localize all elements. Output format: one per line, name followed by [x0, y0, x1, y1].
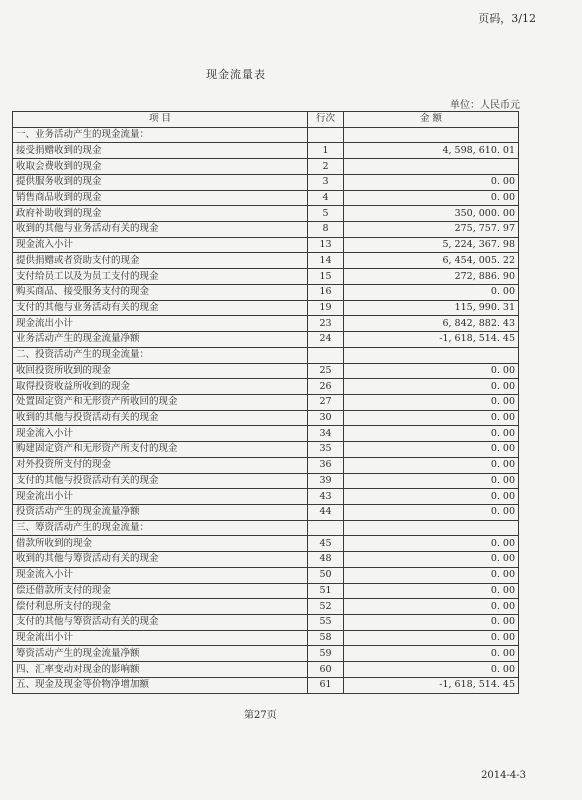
page-indicator: 页码，3/12: [478, 12, 536, 25]
row-amount: 0. 00: [344, 174, 519, 190]
row-item: 三、筹资活动产生的现金流量：: [13, 520, 308, 536]
table-row: [13, 379, 519, 395]
row-line-number: 13: [308, 237, 344, 253]
row-item: 现金流入小计: [13, 567, 308, 583]
table-row: [13, 504, 519, 520]
row-line-number: 55: [308, 615, 344, 631]
row-line-number: 27: [308, 394, 344, 410]
row-item: 现金流入小计: [13, 237, 308, 253]
row-item: 支付的其他与筹资活动有关的现金: [13, 615, 308, 631]
table-row: [13, 363, 519, 379]
row-amount: 350, 000. 00: [344, 206, 519, 222]
row-item: 处置固定资产和无形资产所收回的现金: [13, 394, 308, 410]
table-row: [13, 583, 519, 599]
row-item: 收到的其他与业务活动有关的现金: [13, 222, 308, 238]
row-amount: 115, 990. 31: [344, 300, 519, 316]
row-amount: 0. 00: [344, 426, 519, 442]
row-amount: [344, 347, 519, 363]
row-line-number: 60: [308, 662, 344, 678]
row-item: 二、投资活动产生的现金流量：: [13, 347, 308, 363]
row-amount: 6, 842, 882. 43: [344, 316, 519, 332]
row-amount: 0. 00: [344, 363, 519, 379]
row-amount: 0. 00: [344, 442, 519, 458]
table-row: [13, 347, 519, 363]
row-line-number: [308, 127, 344, 143]
row-line-number: 44: [308, 504, 344, 520]
row-line-number: 50: [308, 567, 344, 583]
table-row: [13, 457, 519, 473]
row-line-number: 36: [308, 457, 344, 473]
row-amount: 272, 886. 90: [344, 269, 519, 285]
row-item: 业务活动产生的现金流量净额: [13, 332, 308, 348]
row-line-number: 48: [308, 552, 344, 568]
row-line-number: 8: [308, 222, 344, 238]
row-line-number: 45: [308, 536, 344, 552]
row-amount: 0. 00: [344, 394, 519, 410]
row-line-number: 2: [308, 159, 344, 175]
table-body: [13, 127, 519, 693]
table-row: [13, 646, 519, 662]
row-line-number: 43: [308, 489, 344, 505]
row-line-number: 25: [308, 363, 344, 379]
row-item: 筹资活动产生的现金流量净额: [13, 646, 308, 662]
row-line-number: 39: [308, 473, 344, 489]
row-item: 现金流入小计: [13, 426, 308, 442]
row-line-number: 23: [308, 316, 344, 332]
row-item: 提供捐赠或者资助支付的现金: [13, 253, 308, 269]
row-line-number: 58: [308, 630, 344, 646]
row-line-number: 14: [308, 253, 344, 269]
row-amount: 0. 00: [344, 615, 519, 631]
row-item: 偿还借款所支付的现金: [13, 583, 308, 599]
table-row: [13, 222, 519, 238]
table-row: [13, 442, 519, 458]
row-item: 支付的其他与投资活动有关的现金: [13, 473, 308, 489]
table-row: [13, 206, 519, 222]
row-line-number: 3: [308, 174, 344, 190]
row-item: 购建固定资产和无形资产所支付的现金: [13, 442, 308, 458]
row-item: 借款所收到的现金: [13, 536, 308, 552]
table-row: [13, 174, 519, 190]
row-line-number: 51: [308, 583, 344, 599]
row-amount: -1, 618, 514. 45: [344, 677, 519, 693]
row-item: 政府补助收到的现金: [13, 206, 308, 222]
footer-page-number: 第27页: [244, 710, 277, 721]
row-line-number: 34: [308, 426, 344, 442]
row-line-number: [308, 520, 344, 536]
row-amount: 0. 00: [344, 190, 519, 206]
table-row: [13, 520, 519, 536]
table-row: [13, 332, 519, 348]
table-row: [13, 253, 519, 269]
row-amount: 0. 00: [344, 536, 519, 552]
table-row: [13, 489, 519, 505]
row-amount: 275, 757. 97: [344, 222, 519, 238]
currency-unit: 单位：人民币元: [450, 100, 520, 111]
row-line-number: 61: [308, 677, 344, 693]
row-line-number: 19: [308, 300, 344, 316]
row-item: 销售商品收到的现金: [13, 190, 308, 206]
row-amount: 0. 00: [344, 284, 519, 300]
row-amount: 0. 00: [344, 379, 519, 395]
header-amount: 金 额: [344, 112, 519, 128]
table-header-row: [13, 112, 519, 128]
row-line-number: 4: [308, 190, 344, 206]
row-item: 投资活动产生的现金流量净额: [13, 504, 308, 520]
row-amount: 0. 00: [344, 599, 519, 615]
table-row: [13, 284, 519, 300]
row-amount: 0. 00: [344, 457, 519, 473]
row-line-number: 30: [308, 410, 344, 426]
row-amount: 4, 598, 610. 01: [344, 143, 519, 159]
row-line-number: 1: [308, 143, 344, 159]
row-amount: 0. 00: [344, 473, 519, 489]
row-item: 取得投资收益所收到的现金: [13, 379, 308, 395]
row-item: 一、业务活动产生的现金流量：: [13, 127, 308, 143]
row-amount: 0. 00: [344, 630, 519, 646]
table-row: [13, 316, 519, 332]
table-row: [13, 567, 519, 583]
row-item: 现金流出小计: [13, 489, 308, 505]
row-line-number: 24: [308, 332, 344, 348]
row-amount: 0. 00: [344, 567, 519, 583]
row-item: 收到的其他与投资活动有关的现金: [13, 410, 308, 426]
table-row: [13, 552, 519, 568]
row-amount: 0. 00: [344, 489, 519, 505]
table-row: [13, 127, 519, 143]
row-amount: -1, 618, 514. 45: [344, 332, 519, 348]
table-row: [13, 300, 519, 316]
row-item: 现金流出小计: [13, 630, 308, 646]
table-row: [13, 599, 519, 615]
row-item: 支付的其他与业务活动有关的现金: [13, 300, 308, 316]
row-line-number: 5: [308, 206, 344, 222]
row-amount: 0. 00: [344, 583, 519, 599]
row-amount: 0. 00: [344, 504, 519, 520]
header-line: 行次: [308, 112, 344, 128]
row-line-number: 16: [308, 284, 344, 300]
row-item: 对外投资所支付的现金: [13, 457, 308, 473]
row-item: 收取会费收到的现金: [13, 159, 308, 175]
cash-flow-table: [12, 111, 519, 694]
row-line-number: 35: [308, 442, 344, 458]
row-item: 五、现金及现金等价物净增加额: [13, 677, 308, 693]
table-row: [13, 662, 519, 678]
row-amount: 0. 00: [344, 662, 519, 678]
row-line-number: 59: [308, 646, 344, 662]
row-item: 购买商品、接受服务支付的现金: [13, 284, 308, 300]
table-row: [13, 394, 519, 410]
header-item: 项 目: [13, 112, 308, 128]
document-title: 现金流量表: [206, 68, 266, 81]
row-amount: 6, 454, 005. 22: [344, 253, 519, 269]
row-amount: 0. 00: [344, 646, 519, 662]
row-item: 现金流出小计: [13, 316, 308, 332]
table-row: [13, 143, 519, 159]
row-item: 收回投资所收到的现金: [13, 363, 308, 379]
document-date: 2014-4-3: [481, 770, 526, 781]
table-row: [13, 536, 519, 552]
table-row: [13, 426, 519, 442]
row-amount: 5, 224, 367. 98: [344, 237, 519, 253]
row-item: 偿付利息所支付的现金: [13, 599, 308, 615]
row-line-number: 52: [308, 599, 344, 615]
table-row: [13, 159, 519, 175]
row-item: 提供服务收到的现金: [13, 174, 308, 190]
row-item: 收到的其他与筹资活动有关的现金: [13, 552, 308, 568]
table-row: [13, 269, 519, 285]
row-amount: [344, 159, 519, 175]
row-amount: [344, 127, 519, 143]
row-amount: 0. 00: [344, 552, 519, 568]
row-line-number: [308, 347, 344, 363]
table-row: [13, 190, 519, 206]
row-item: 支付给员工以及为员工支付的现金: [13, 269, 308, 285]
table-row: [13, 630, 519, 646]
row-item: 四、汇率变动对现金的影响额: [13, 662, 308, 678]
table-row: [13, 677, 519, 693]
table-row: [13, 473, 519, 489]
row-item: 接受捐赠收到的现金: [13, 143, 308, 159]
table-row: [13, 237, 519, 253]
row-amount: [344, 520, 519, 536]
row-line-number: 26: [308, 379, 344, 395]
row-line-number: 15: [308, 269, 344, 285]
table-row: [13, 410, 519, 426]
row-amount: 0. 00: [344, 410, 519, 426]
table-row: [13, 615, 519, 631]
